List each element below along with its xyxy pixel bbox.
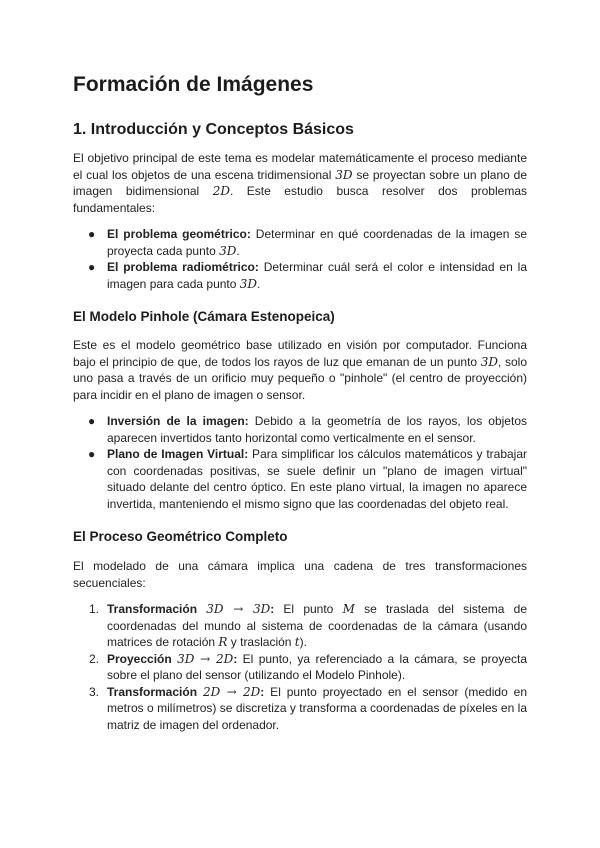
step-colon: : — [270, 602, 275, 616]
step-text: y traslación — [227, 635, 295, 649]
list-item — [73, 446, 527, 512]
item-label: El problema geométrico: — [107, 227, 251, 241]
bullet-icon: ● — [88, 260, 96, 274]
bullet-icon: ● — [88, 414, 96, 428]
section-heading-text: 1. Introducción y Conceptos Básicos — [73, 121, 354, 138]
intro-text-1: El objetivo principal de este tema es modelar matemáticamente el proceso mediante el cual los objetos de una escena tridimensional — [73, 151, 527, 182]
list-item — [73, 601, 527, 651]
bullet-icon: ● — [88, 227, 96, 241]
step-math: 3D → 2D — [177, 651, 234, 666]
step-colon: : — [260, 684, 265, 699]
step-label: Transformación — [107, 684, 198, 699]
bullet-icon: ● — [88, 447, 96, 461]
step-label: Transformación — [107, 602, 198, 616]
item-text: Determinar en qué coordenadas de la imagen se proyecta cada punto — [107, 227, 527, 258]
step-math: 3D → 3D — [206, 602, 271, 616]
step-colon: : — [233, 651, 238, 666]
item-label: Inversión de la imagen: — [107, 414, 249, 428]
step-label: Proyección — [107, 651, 172, 666]
math-3d: 3D — [335, 167, 353, 182]
math-t: t — [294, 635, 300, 649]
math-r: R — [218, 635, 228, 649]
step-text: El punto, ya referenciado a la cámara, se proyecta sobre el plano del sensor (utilizando el Modelo Pinhole). — [107, 651, 527, 682]
intro-paragraph — [73, 150, 527, 216]
step-math: 2D → 2D — [202, 684, 261, 699]
list-item — [73, 684, 527, 734]
problems-list — [73, 226, 527, 292]
math-3d: 3D — [480, 354, 499, 369]
math-m: M — [342, 602, 355, 616]
list-item — [73, 413, 527, 446]
math-2d: 2D — [212, 184, 230, 198]
pinhole-paragraph — [73, 337, 527, 403]
item-text: Debido a la geometría de los rayos, los objetos aparecen invertidos tanto horizontal como verticalmente en el sensor. — [107, 414, 527, 445]
step-text: El punto proyectado en el sensor (medido en metros o milímetros) se discretiza y transforma a coordenadas de píxeles en la matriz de imagen del ordenador. — [107, 684, 527, 732]
math-3d: 3D — [219, 243, 237, 258]
math-3d: 3D — [239, 276, 258, 291]
pinhole-list — [73, 413, 527, 512]
pinhole-text-2: , solo uno pasa a través de un orificio muy pequeño o "pinhole" (el centro de proyección) para incidir en el plano de imagen o sensor. — [73, 354, 527, 402]
intro-text-2: se proyectan sobre un plano de imagen bidimensional — [73, 167, 527, 198]
step-text: se traslada del sistema de coordenadas del mundo al sistema de coordenadas de la cámara (usando matrices de rotación — [107, 602, 527, 649]
process-heading: El Proceso Geométrico Completo — [73, 529, 288, 544]
list-item — [73, 226, 527, 259]
pinhole-heading: El Modelo Pinhole (Cámara Estenopeica) — [73, 309, 335, 324]
pinhole-text-1: Este es el modelo geométrico base utilizado en visión por computador. Funciona bajo el principio de que, de todos los rayos de luz que emanan de un punto — [73, 338, 527, 369]
item-label: El problema radiométrico: — [107, 260, 259, 274]
intro-text-3: . Este estudio busca resolver dos problemas fundamentales: — [73, 184, 527, 215]
step-number: 2. — [89, 651, 100, 666]
item-label: Plano de Imagen Virtual: — [107, 447, 249, 461]
item-text: Para simplificar los cálculos matemáticos y trabajar con coordenadas positivas, se suele definir un "plano de imagen virtual" situado delante del centro óptico. En este plano virtual, la imagen no aparece invertida, manteniendo el mismo signo que las coordenadas del objeto real. — [107, 447, 528, 511]
step-number: 1. — [89, 602, 100, 616]
list-item — [73, 651, 527, 684]
document-title: Formación de Imágenes — [73, 73, 314, 96]
section-heading-introduction — [73, 121, 354, 139]
item-text: Determinar cuál será el color e intensidad en la imagen para cada punto — [107, 260, 527, 291]
step-number: 3. — [89, 684, 100, 699]
list-item — [73, 259, 527, 292]
item-end: . — [236, 243, 240, 258]
process-steps — [73, 601, 527, 733]
process-intro: El modelado de una cámara implica una cadena de tres transformaciones secuenciales: — [73, 559, 527, 590]
step-text: El punto — [274, 602, 343, 616]
step-text: ). — [299, 635, 307, 649]
item-end: . — [257, 276, 261, 291]
